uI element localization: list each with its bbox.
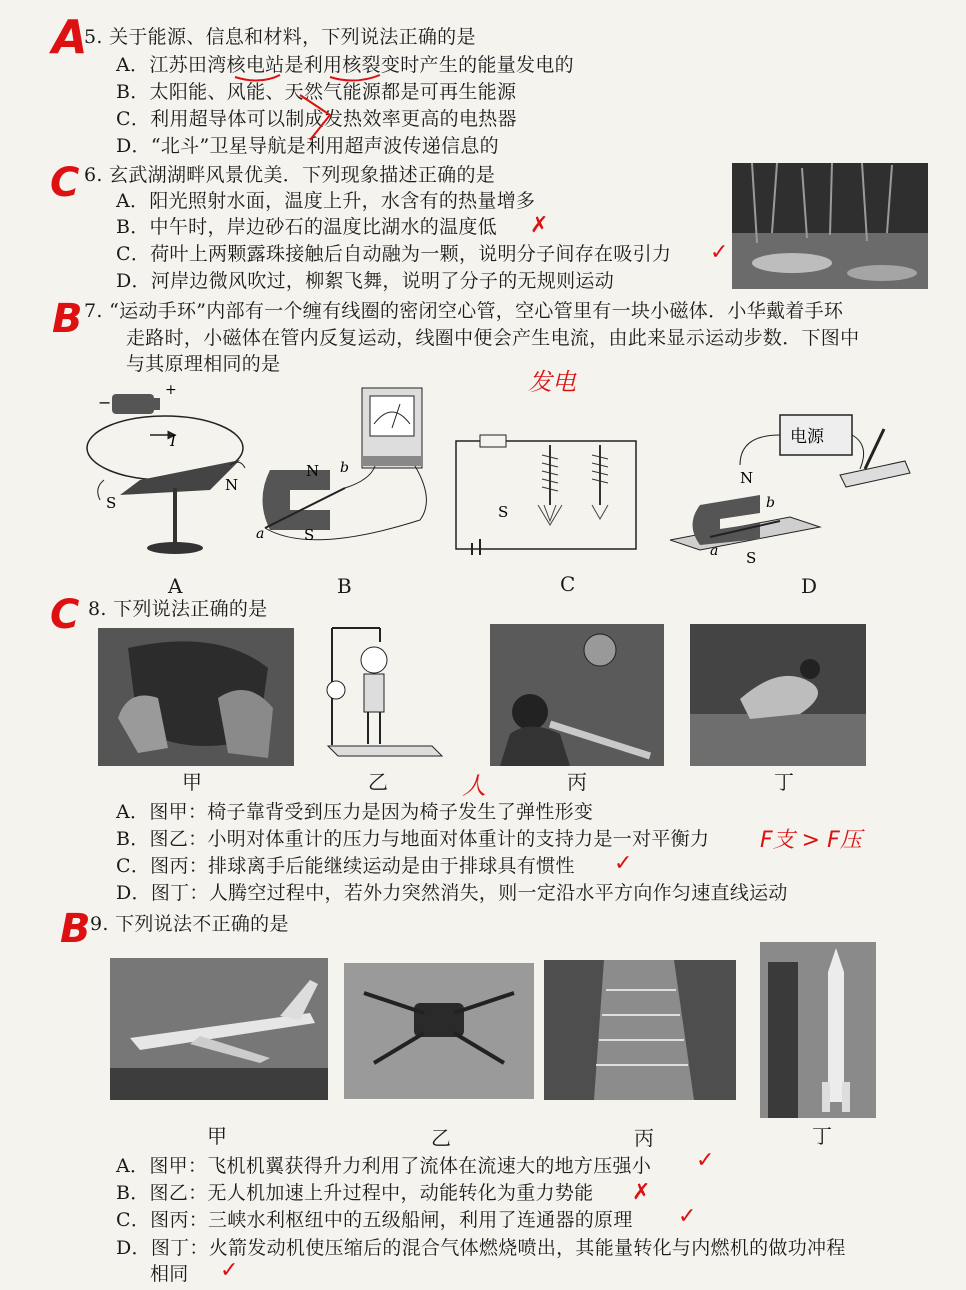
q7-d-n-label: N [740,469,754,487]
q8-photo-scale-girl [322,620,450,762]
q5-option-c: C．利用超导体可以制成发热效率更高的电热器 [116,108,517,130]
q7-a-current-label: I [170,432,176,450]
q8-photo-chair [98,628,294,766]
q7-a-plus-label: + [165,382,177,398]
q7-a-minus-label: − [98,393,112,412]
q9-label-yi: 乙 [431,1126,451,1150]
answer-q6: C [50,160,80,206]
q6-option-d: D．河岸边微风吹过，柳絮飞舞，说明了分子的无规则运动 [116,270,615,292]
q9-option-d: D．图丁：火箭发动机使压缩后的混合气体燃烧喷出，其能量转化与内燃机的做功冲程 [116,1237,846,1259]
q8-note-person: 人 [462,772,486,800]
q7-label-a: A [168,574,183,598]
q8-photo-long-jump [690,624,866,766]
answer-q7: B [52,296,83,342]
q9-label-bing: 丙 [634,1126,654,1150]
q7-b-a-label: a [256,526,265,542]
q9-photo-three-gorges-locks [544,960,736,1100]
q9-option-b: B．图乙：无人机加速上升过程中，动能转化为重力势能 [116,1182,594,1204]
q7-a-n-label: N [225,476,239,494]
answer-q5: A [52,10,88,64]
q6-option-c: C．荷叶上两颗露珠接触后自动融为一颗，说明分子间存在吸引力 [116,243,672,265]
q5-stem: 5. 关于能源、信息和材料，下列说法正确的是 [84,26,476,48]
q7-d-power-label: 电源 [790,427,824,447]
q8-option-a: A．图甲：椅子靠背受到压力是因为椅子发生了弹性形变 [116,801,594,823]
q9-check-mark-d: ✓ [220,1258,239,1283]
q6-check-mark: ✓ [710,240,729,265]
q7-b-b-label: b [340,460,349,476]
q7-stem-line-3: 与其原理相同的是 [126,353,281,375]
q8-stem: 8. 下列说法正确的是 [88,598,268,620]
q5-option-b: B．太阳能、风能、天然气能源都是可再生能源 [116,81,517,103]
q5-option-d: D．“北斗”卫星导航是利用超声波传递信息的 [116,135,499,157]
q8-note-force: F支 > F压 [760,828,862,853]
q7-figure-a-motor [80,380,260,560]
q9-option-c: C．图丙：三峡水利枢纽中的五级船闸，利用了连通器的原理 [116,1209,633,1231]
q7-label-b: B [337,574,352,598]
q9-label-ding: 丁 [812,1124,832,1148]
q5-handwriting-strokes [230,55,430,145]
q7-stem-line-1: 7. “运动手环”内部有一个缠有线圈的密闭空心管，空心管里有一块小磁体．小华戴着手环 [84,300,844,322]
q7-figure-b-generator [250,380,450,550]
q9-option-d-cont: 相同 [150,1263,189,1285]
q8-check-mark: ✓ [614,851,633,876]
q7-figure-c-electromagnets [450,425,650,555]
q9-photo-drone [344,963,534,1099]
q5-option-a: A．江苏田湾核电站是利用核裂变时产生的能量发电的 [116,54,574,76]
q7-note-generate-electricity: 发电 [528,368,576,396]
q8-option-b: B．图乙：小明对体重计的压力与地面对体重计的支持力是一对平衡力 [116,828,710,850]
q8-option-d: D．图丁：人腾空过程中，若外力突然消失，则一定沿水平方向作匀速直线运动 [116,882,788,904]
q8-label-yi: 乙 [368,770,388,794]
q6-cross-mark: ✗ [530,213,549,238]
q7-c-s-label: S [498,503,509,521]
answer-q8: C [50,592,80,638]
q9-cross-mark-b: ✗ [632,1180,651,1205]
q7-b-n-label: N [306,462,320,480]
q7-d-a-label: a [710,543,719,559]
q8-label-bing: 丙 [567,770,587,794]
q9-photo-airplane [110,958,328,1100]
q9-stem: 9. 下列说法不正确的是 [90,913,289,935]
q9-check-mark-c: ✓ [678,1204,697,1229]
q8-option-c: C．图丙：排球离手后能继续运动是由于排球具有惯性 [116,855,575,877]
q7-figure-d-motor-apparatus [670,405,920,565]
q9-photo-rocket [760,942,876,1118]
q8-label-ding: 丁 [774,770,794,794]
q7-d-b-label: b [766,495,775,511]
q9-label-jia: 甲 [207,1124,227,1148]
q6-option-b: B．中午时，岸边砂石的温度比湖水的温度低 [116,216,497,238]
q6-option-a: A．阳光照射水面，温度上升，水含有的热量增多 [116,190,536,212]
q7-a-s-label: S [106,494,117,512]
q9-check-mark-a: ✓ [696,1148,715,1173]
q6-stem: 6. 玄武湖湖畔风景优美．下列现象描述正确的是 [84,164,496,186]
q9-option-a: A．图甲：飞机机翼获得升力利用了流体在流速大的地方压强小 [116,1155,652,1177]
q6-lake-photo [732,163,928,289]
q7-label-d: D [801,574,818,598]
q8-photo-volleyball [490,624,664,766]
q7-stem-line-2: 走路时，小磁体在管内反复运动，线圈中便会产生电流，由此来显示运动步数．下图中 [126,327,860,349]
q7-b-s-label: S [304,526,315,544]
q7-d-s-label: S [746,549,757,565]
q8-label-jia: 甲 [182,770,202,794]
answer-q9: B [60,906,91,952]
q7-label-c: C [560,572,576,596]
